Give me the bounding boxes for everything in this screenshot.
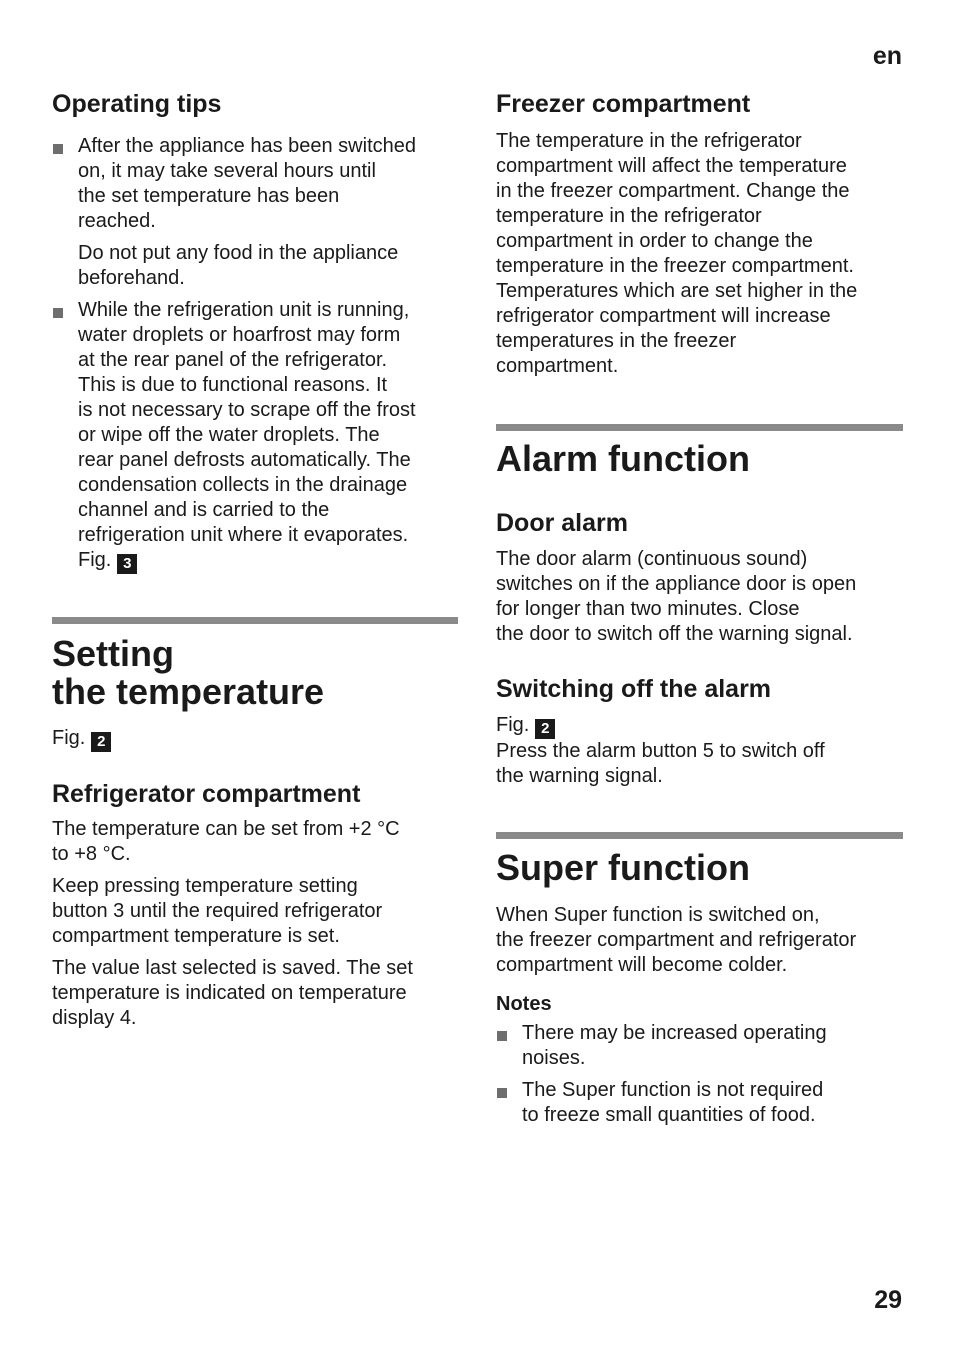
switching-off-alarm-heading: Switching off the alarm — [496, 675, 772, 703]
figure-number-badge: 2 — [535, 719, 555, 739]
alarm-function-title: Alarm function — [496, 438, 751, 479]
page-number: 29 — [874, 1286, 902, 1314]
language-code: en — [872, 42, 902, 70]
list-item: There may be increased operating noises. — [496, 1021, 903, 1071]
list-item: After the appliance has been switched on, it may take several hours until the set temperature has been reached. Do not put any food in the appliance beforehand. — [52, 134, 458, 291]
figure-reference: Fig. 2 — [496, 713, 825, 739]
super-function-title: Super function — [496, 847, 750, 888]
refrigerator-compartment-text: The temperature can be set from +2 °C to +8 °C. Keep pressing temperature setting button 3 until the required refrigerator compartment temperature is set. The value last selected is saved. The set temperature is indicated on temperature display 4. — [52, 818, 413, 1029]
figure-reference: Fig. 2 — [52, 726, 111, 752]
freezer-compartment-text: The temperature in the refrigerator compartment will affect the temperature in the freezer compartment. Change the temperature in the refrigerator compartment in order to change the temperature in the freezer compartment. Temperatures which are set higher in the refrigerator compartment will increase temperatures in the freezer compartment. — [496, 130, 858, 377]
list-item: While the refrigeration unit is running, water droplets or hoarfrost may form at the rear panel of the refrigerator. This is due to functional reasons. It is not necessary to scrape off the frost or wipe off the water droplets. The rear panel defrosts automatically. The condensation collects in the drainage channel and is carried to the refrigeration unit where it evaporates. Fig. 3 — [52, 298, 458, 574]
figure-reference: Fig. 3 — [78, 548, 458, 574]
notes-heading: Notes — [496, 993, 552, 1015]
list-item: The Super function is not required to freeze small quantities of food. — [496, 1078, 903, 1128]
refrigerator-compartment-heading: Refrigerator compartment — [52, 780, 361, 808]
operating-tips-list — [52, 134, 458, 574]
operating-tips-heading: Operating tips — [52, 90, 222, 118]
door-alarm-text: The door alarm (continuous sound) switches on if the appliance door is open for longer than two minutes. Close the door to switch off the warning signal. — [496, 548, 857, 645]
super-function-text: When Super function is switched on, the freezer compartment and refrigerator compartment will become colder. — [496, 904, 857, 976]
door-alarm-heading: Door alarm — [496, 509, 628, 537]
freezer-compartment-heading: Freezer compartment — [496, 90, 751, 118]
figure-number-badge: 2 — [91, 732, 111, 752]
switching-off-alarm-text: Fig. 2 Press the alarm button 5 to switch off the warning signal. — [496, 714, 825, 787]
setting-temperature-title: Setting the temperature — [52, 633, 325, 712]
section-divider — [52, 617, 458, 624]
figure-number-badge: 3 — [117, 554, 137, 574]
section-divider — [496, 832, 903, 839]
notes-list — [496, 1021, 903, 1128]
section-divider — [496, 424, 903, 431]
